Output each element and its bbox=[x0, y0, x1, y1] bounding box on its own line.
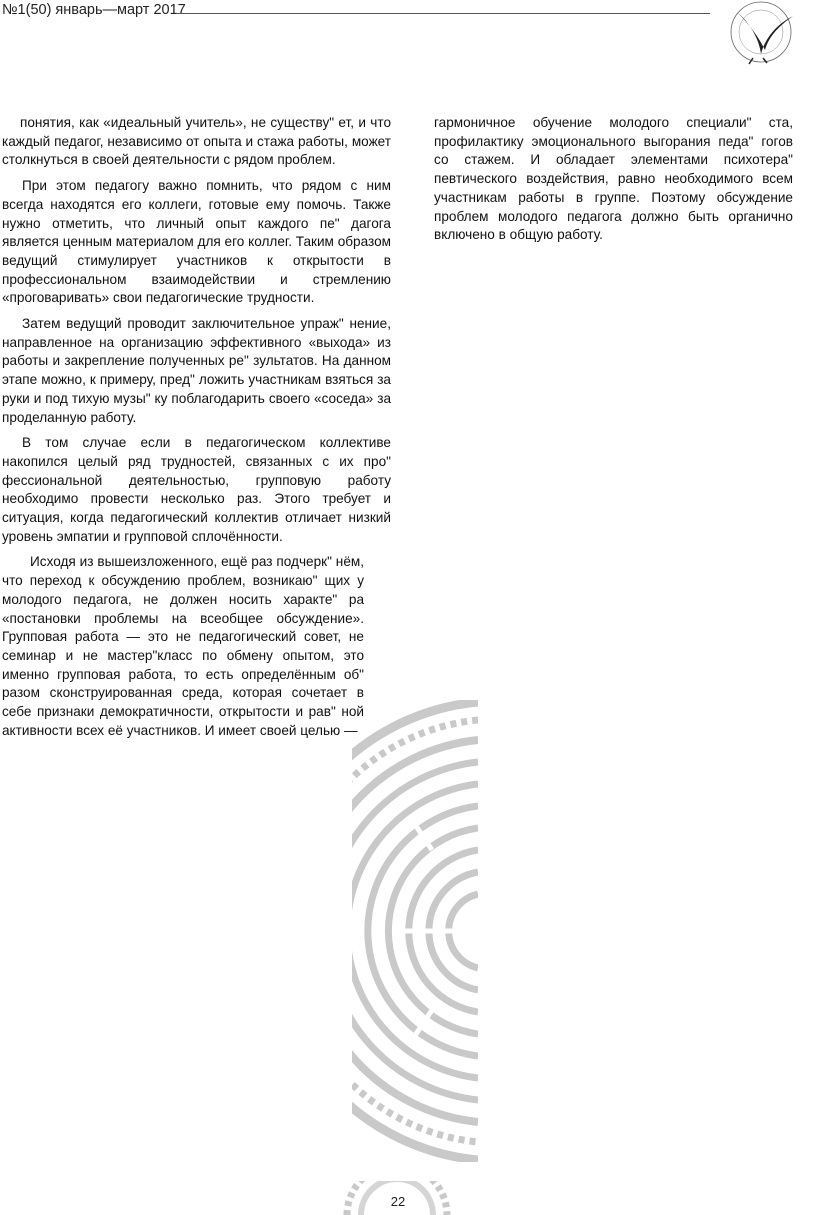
paragraph: Затем ведущий проводит заключительное упраж" нение, направленное на организацию эффективного «выхода» из работы и закрепление полученных ре" зультатов. На данном этапе можно, к примеру, пред" ложить участникам взяться за руки и под тихую музы" ку поблагодарить своего «соседа» за проделанную работу. bbox=[2, 316, 391, 425]
journal-logo bbox=[701, 0, 805, 78]
paragraph: гармоничное обучение молодого специали" ста, профилактику эмоционального выгорания педа" гогов со стажем. И обладает элементами психотера" певтического воздействия, равно необходимого всем участникам работы в группе. Поэтому обсуждение проблем молодого педагога должно быть органично включено в общую работу. bbox=[434, 115, 793, 243]
paragraph: При этом педагогу важно помнить, что рядом с ним всегда находятся его коллеги, готовые ему помочь. Также нужно отметить, что личный опыт каждого пе" дагога является ценным материалом для его коллег. Таким образом ведущий стимулирует участников к открытости в профессиональном взаимодействии и стремлению «проговаривать» свои педагогические трудности. bbox=[2, 178, 391, 306]
left-text-column bbox=[2, 114, 391, 748]
page-number: 22 bbox=[390, 1194, 406, 1209]
paragraph: понятия, как «идеальный учитель», не существу" ет, и что каждый педагог, независимо от опыта и стажа работы, может столкнуться в своей деятельности с рядом проблем. bbox=[2, 115, 391, 168]
paragraph: Исходя из вышеизложенного, ещё раз подчерк" нём, что переход к обсуждению проблем, возникаю" щих у молодого педагога, не должен носить характе" ра «постановки проблемы на всеобщее обсуждение». Групповая работа — это не педагогический совет, не семинар и не мастер"класс по обмену опытом, это именно групповая работа, то есть определённым об" разом сконструированная среда, которая сочетает в себе признаки демократичности, открытости и рав" ной активности всех её участников. И имеет своей целью — bbox=[2, 554, 364, 738]
issue-header: №1(50) январь—март 2017 bbox=[2, 2, 186, 18]
header-divider bbox=[176, 13, 710, 14]
labyrinth-ornament bbox=[352, 700, 478, 1162]
paragraph: В том случае если в педагогическом коллективе накопился целый ряд трудностей, связанных с их про" фессиональной деятельностью, групповую работу необходимо провести несколько раз. Этого требует и ситуация, когда педагогический коллектив отличает низкий уровень эмпатии и групповой сплочённости. bbox=[2, 435, 391, 544]
right-text-column bbox=[434, 114, 793, 252]
